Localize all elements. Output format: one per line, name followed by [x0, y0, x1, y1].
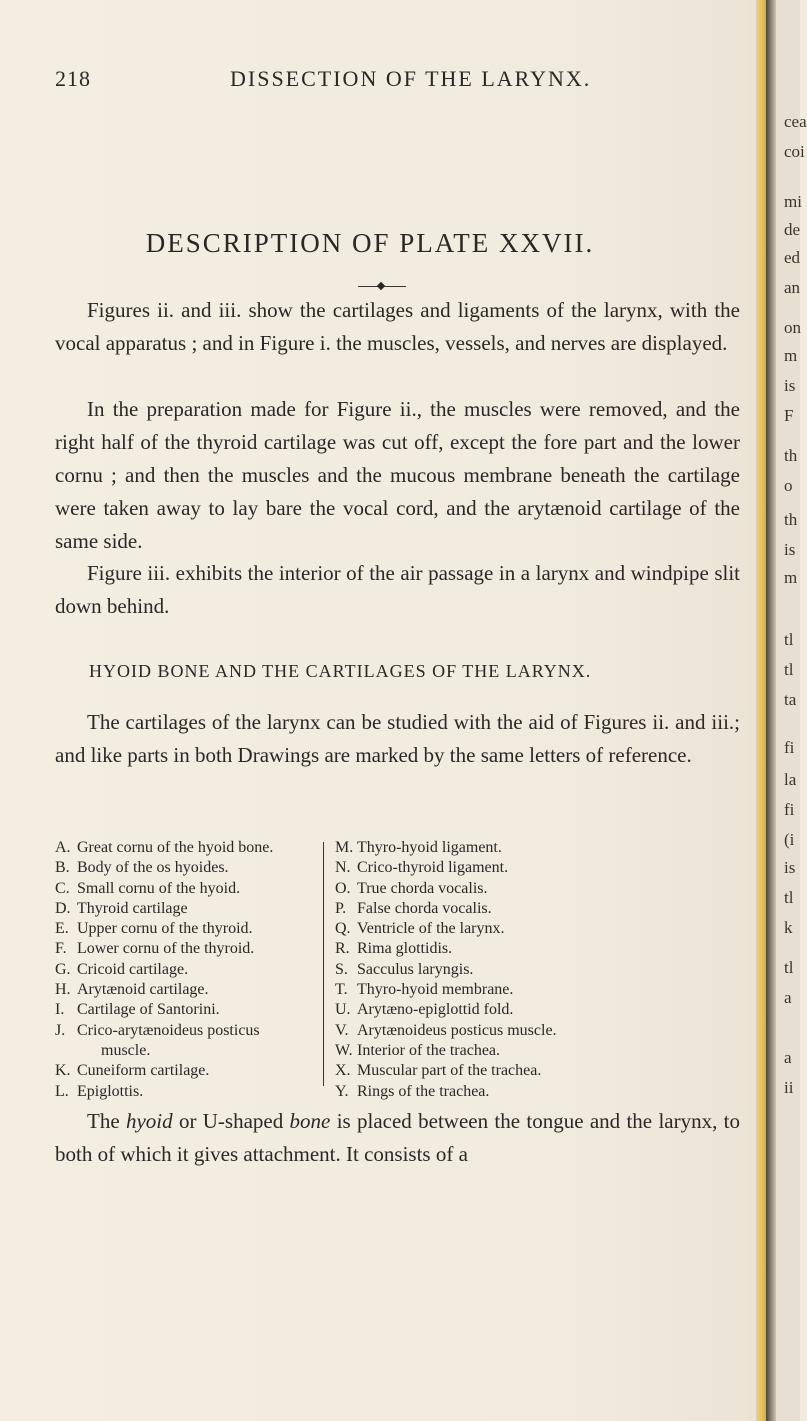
legend-divider [323, 842, 324, 1086]
adjacent-page-fragment: a [784, 1048, 792, 1067]
legend-description-text: Crico-thyroid ligament. [357, 859, 509, 877]
gutter-shadow [766, 0, 776, 1421]
legend-item [55, 879, 305, 899]
legend-description [77, 838, 305, 858]
paragraph-figure-ii-preparation: In the preparation made for Figure ii., the muscles were removed, and the right half of the thyroid cartilage was cut off, except the fore part and the lower cornu ; and then the muscles and the mucous membrane beneath the cartilage were taken away to lay bare the vocal cord, and the arytænoid cartilage of the same side. [55, 397, 740, 553]
header-title: DISSECTION OF THE LARYNX. [230, 66, 592, 91]
legend-description-text: Arytæno-epiglottid fold. [357, 1001, 514, 1019]
hyoid-text-mid: or U-shaped [172, 1109, 290, 1133]
legend-description-text: Small cornu of the hyoid. [77, 879, 241, 897]
legend-description [77, 980, 305, 1000]
adjacent-page-fragment: mi [784, 192, 802, 211]
bone-emphasis: bone [289, 1109, 331, 1133]
legend-description-text: Muscular part of the trachea. [357, 1062, 542, 1080]
ornamental-rule [358, 282, 406, 292]
adjacent-page-fragment: an [784, 278, 801, 297]
legend-key: F. [55, 940, 67, 958]
legend-item [55, 980, 305, 1000]
adjacent-page-fragment: F [784, 406, 794, 425]
adjacent-page-fragment: la [784, 770, 797, 789]
paragraph-figures-overview: Figures ii. and iii. show the cartilages and ligaments of the larynx, with the vocal apparatus ; and in Figure i. the muscles, vessels, and nerves are displayed. [55, 298, 740, 355]
legend-key: N. [335, 859, 351, 877]
legend-description [77, 1061, 305, 1081]
legend-key: B. [55, 859, 70, 877]
legend-item [55, 1000, 305, 1020]
legend-key: U. [335, 1001, 351, 1019]
legend-description-text: Epiglottis. [77, 1082, 144, 1100]
legend-description-text: Body of the os hyoides. [77, 859, 229, 877]
adjacent-page-fragment: ii [784, 1078, 794, 1097]
adjacent-page-fragment: k [784, 918, 793, 937]
legend-description [357, 838, 745, 858]
legend-description-text: False chorda vocalis. [357, 899, 492, 917]
legend-item [55, 838, 305, 858]
legend-description [357, 899, 745, 919]
legend-description [77, 939, 305, 959]
legend-key: E. [55, 920, 69, 938]
paragraph-cartilages-intro: The cartilages of the larynx can be studied with the aid of Figures ii. and iii.; and like parts in both Drawings are marked by the same letters of reference. [55, 710, 740, 767]
legend-description-text: Crico-arytænoideus posticus [77, 1021, 260, 1039]
legend-key: T. [335, 981, 348, 999]
legend-key: X. [335, 1062, 351, 1080]
legend-description [357, 960, 745, 980]
legend-description-text: Thyro-hyoid membrane. [357, 981, 514, 999]
paragraph-hyoid-bone [55, 1105, 740, 1171]
adjacent-page-fragment: is [784, 858, 796, 877]
adjacent-page-fragment: tl [784, 888, 794, 907]
adjacent-page-fragment: tl [784, 630, 794, 649]
legend-item [335, 960, 745, 980]
adjacent-page-fragment: ed [784, 248, 801, 267]
legend-key: O. [335, 879, 351, 897]
section-heading: HYOID BONE AND THE CARTILAGES OF THE LARYNX. [89, 661, 592, 681]
legend-item [55, 919, 305, 939]
legend-key: C. [55, 879, 70, 897]
adjacent-page-fragment: on [784, 318, 801, 337]
legend-description [77, 1000, 305, 1020]
legend-item [55, 858, 305, 878]
adjacent-page-fragment: o [784, 476, 793, 495]
legend-item [335, 1000, 745, 1020]
legend-item [335, 939, 745, 959]
legend-description-text: Arytænoideus posticus muscle. [357, 1021, 557, 1039]
legend-description-text: True chorda vocalis. [357, 879, 488, 897]
legend-item [335, 1021, 745, 1041]
legend-key: W. [335, 1041, 353, 1059]
plate-title: DESCRIPTION OF PLATE XXVII. [145, 228, 595, 258]
legend-description [77, 919, 305, 939]
legend-description-text: Upper cornu of the thyroid. [77, 920, 253, 938]
legend-description-text: Ventricle of the larynx. [357, 920, 505, 938]
legend-description-text: Interior of the trachea. [357, 1041, 501, 1059]
adjacent-page-fragment: de [784, 220, 801, 239]
page-number: 218 [55, 66, 91, 91]
adjacent-page-fragment: m [784, 568, 798, 587]
legend-item [335, 980, 745, 1000]
legend-description [77, 1082, 305, 1102]
legend-key: R. [335, 940, 350, 958]
legend-item [335, 858, 745, 878]
legend-description-text: Sacculus laryngis. [357, 960, 474, 978]
adjacent-page-fragment: tl [784, 958, 794, 977]
legend-item [55, 899, 305, 919]
legend-description [357, 879, 745, 899]
legend-description [357, 858, 745, 878]
legend-description [357, 980, 745, 1000]
legend-item [335, 1082, 745, 1102]
adjacent-page-fragment: th [784, 446, 798, 465]
legend-description-text: Rima glottidis. [357, 940, 453, 958]
legend-description [77, 899, 305, 919]
adjacent-page-fragment: fi [784, 800, 795, 819]
adjacent-page-fragment: is [784, 376, 796, 395]
legend-description-continuation: muscle. [101, 1041, 151, 1059]
legend-key: D. [55, 899, 71, 917]
legend-description-text: Great cornu of the hyoid bone. [77, 839, 274, 856]
legend-key: H. [55, 981, 71, 999]
legend-key: S. [335, 960, 348, 978]
adjacent-page-fragment: a [784, 988, 792, 1007]
legend-item [55, 1082, 305, 1102]
hyoid-emphasis: hyoid [125, 1109, 173, 1133]
adjacent-page-fragment: m [784, 346, 798, 365]
legend-key: A. [55, 839, 71, 856]
legend-description-text: Arytænoid cartilage. [77, 981, 209, 999]
legend-item [335, 1061, 745, 1081]
legend-description-text: Lower cornu of the thyroid. [77, 940, 255, 958]
legend-key: P. [335, 899, 347, 917]
adjacent-page-fragment: fi [784, 738, 795, 757]
legend-description [357, 1021, 745, 1041]
legend-item [335, 899, 745, 919]
legend-key: M. [335, 839, 354, 856]
legend-description [77, 858, 305, 878]
legend-description [357, 919, 745, 939]
legend-key: K. [55, 1062, 71, 1080]
legend-description-text: Cartilage of Santorini. [77, 1001, 220, 1019]
legend-description [77, 879, 305, 899]
legend-item [55, 960, 305, 980]
adjacent-page-fragment: th [784, 510, 798, 529]
legend-description-text: Thyroid cartilage [77, 899, 188, 917]
legend-item [335, 919, 745, 939]
legend-description [357, 939, 745, 959]
legend-key: V. [335, 1021, 349, 1039]
legend-key: Y. [335, 1082, 349, 1100]
legend-description [77, 1021, 305, 1062]
legend-description [357, 1061, 745, 1081]
legend-description [357, 1000, 745, 1020]
legend-description [357, 1082, 745, 1102]
legend-description-text: Cuneiform cartilage. [77, 1062, 210, 1080]
legend-item [335, 879, 745, 899]
legend-column-right [335, 838, 745, 1102]
legend-description-text: Thyro-hyoid ligament. [357, 839, 502, 856]
legend-description [357, 1041, 745, 1061]
legend-key: L. [55, 1082, 69, 1100]
adjacent-page-fragment: cea [784, 112, 807, 131]
legend-item [335, 1041, 745, 1061]
legend-item [55, 1021, 305, 1062]
book-spine-edge [756, 0, 766, 1421]
adjacent-page-fragment: tl [784, 660, 794, 679]
adjacent-page-edge [776, 0, 807, 1421]
adjacent-page-fragment: coi [784, 142, 805, 161]
legend-key: Q. [335, 920, 351, 938]
legend-description-text: Rings of the trachea. [357, 1082, 490, 1100]
legend-item [335, 838, 745, 858]
rule-diamond-ornament [377, 282, 385, 290]
hyoid-text-start: The [87, 1109, 126, 1133]
adjacent-page-fragment: is [784, 540, 796, 559]
legend-item [55, 939, 305, 959]
legend-description-text: Cricoid cartilage. [77, 960, 189, 978]
legend-key: J. [55, 1021, 66, 1039]
running-header [55, 66, 745, 98]
legend-description [77, 960, 305, 980]
legend-item [55, 1061, 305, 1081]
paragraph-figure-iii: Figure iii. exhibits the interior of the air passage in a larynx and windpipe slit down behind. [55, 561, 740, 618]
adjacent-page-fragment: ta [784, 690, 797, 709]
letters-of-reference-legend [55, 838, 745, 1100]
hyoid-text-rest: is placed between the tongue and the larynx, to both of which it gives attachment. It consists of a [55, 1109, 740, 1166]
legend-key: I. [55, 1001, 65, 1019]
legend-column-left [55, 838, 305, 1102]
legend-key: G. [55, 960, 71, 978]
adjacent-page-fragment: (i [784, 830, 795, 849]
